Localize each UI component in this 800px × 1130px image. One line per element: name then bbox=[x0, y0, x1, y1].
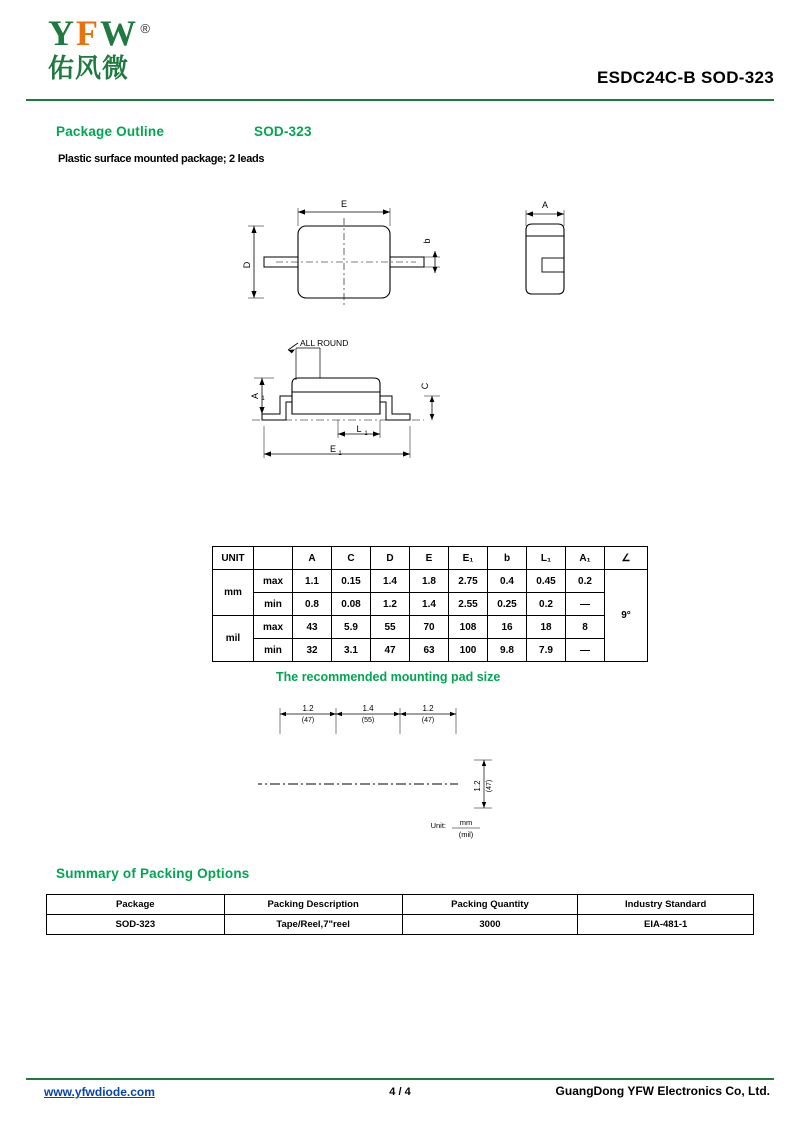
pad-size-caption: The recommended mounting pad size bbox=[276, 670, 501, 684]
svg-text:1.4: 1.4 bbox=[362, 704, 374, 713]
col-unit: UNIT bbox=[213, 547, 254, 570]
col-angle: ∠ bbox=[605, 547, 648, 570]
svg-text:(47): (47) bbox=[486, 779, 493, 793]
cell: 47 bbox=[371, 639, 410, 662]
package-description: Plastic surface mounted package; 2 leads bbox=[58, 153, 265, 165]
cell: EIA-481-1 bbox=[578, 915, 754, 935]
svg-text:A: A bbox=[541, 200, 549, 210]
row-sub-max: max bbox=[254, 570, 293, 593]
row-unit-mm: mm bbox=[213, 570, 254, 616]
logo-chinese-text: 佑风微 bbox=[48, 54, 130, 84]
cell: 18 bbox=[527, 616, 566, 639]
col-industry-standard: Industry Standard bbox=[578, 895, 754, 915]
svg-text:D: D bbox=[242, 261, 252, 269]
page-header bbox=[0, 0, 800, 100]
registered-trademark-icon: ® bbox=[140, 21, 152, 36]
col-d: D bbox=[371, 547, 410, 570]
svg-text:1.2: 1.2 bbox=[473, 780, 482, 792]
dimension-table bbox=[212, 546, 648, 662]
website-link[interactable]: www.yfwdiode.com bbox=[44, 1085, 155, 1099]
svg-text:1: 1 bbox=[338, 451, 342, 457]
table-row bbox=[213, 570, 648, 593]
cell: 70 bbox=[410, 616, 449, 639]
cell: 108 bbox=[449, 616, 488, 639]
cell: — bbox=[566, 593, 605, 616]
table-header-row bbox=[213, 547, 648, 570]
cell-angle: 9° bbox=[605, 570, 648, 662]
header-divider bbox=[26, 99, 774, 101]
svg-text:1.2: 1.2 bbox=[422, 704, 434, 713]
svg-text:(47): (47) bbox=[301, 717, 315, 724]
svg-text:(47): (47) bbox=[421, 717, 435, 724]
company-logo bbox=[48, 14, 228, 84]
svg-text:(mil): (mil) bbox=[458, 830, 474, 839]
table-row bbox=[47, 915, 754, 935]
table-header-row bbox=[47, 895, 754, 915]
table-row bbox=[213, 593, 648, 616]
col-packing-description: Packing Description bbox=[224, 895, 402, 915]
row-sub-min: min bbox=[254, 639, 293, 662]
cell: Tape/Reel,7"reel bbox=[224, 915, 402, 935]
svg-text:A: A bbox=[250, 392, 260, 400]
cell: 63 bbox=[410, 639, 449, 662]
all-round-note: ALL ROUND bbox=[300, 338, 349, 348]
col-a: A bbox=[293, 547, 332, 570]
col-b: b bbox=[488, 547, 527, 570]
svg-text:E: E bbox=[329, 444, 337, 454]
cell: 0.45 bbox=[527, 570, 566, 593]
page-title: ESDC24C-B SOD-323 bbox=[596, 68, 774, 87]
cell: 5.9 bbox=[332, 616, 371, 639]
cell: 55 bbox=[371, 616, 410, 639]
table-row bbox=[213, 639, 648, 662]
cell: 1.4 bbox=[410, 593, 449, 616]
cell: — bbox=[566, 639, 605, 662]
cell: 1.8 bbox=[410, 570, 449, 593]
cell: 8 bbox=[566, 616, 605, 639]
mounting-pad-drawing bbox=[258, 700, 548, 855]
cell: 0.08 bbox=[332, 593, 371, 616]
svg-text:L: L bbox=[356, 424, 362, 434]
cell: 2.55 bbox=[449, 593, 488, 616]
cell: 9.8 bbox=[488, 639, 527, 662]
packing-options-table bbox=[46, 894, 754, 935]
col-minmax bbox=[254, 547, 293, 570]
section-title-package-outline: Package Outline bbox=[56, 124, 165, 139]
package-front-view-drawing bbox=[234, 334, 514, 489]
cell: 32 bbox=[293, 639, 332, 662]
cell: 3.1 bbox=[332, 639, 371, 662]
svg-text:mm: mm bbox=[459, 818, 473, 827]
col-package: Package bbox=[47, 895, 225, 915]
svg-text:Unit:: Unit: bbox=[430, 821, 446, 830]
cell: 3000 bbox=[402, 915, 578, 935]
col-c: C bbox=[332, 547, 371, 570]
cell: 0.8 bbox=[293, 593, 332, 616]
cell: 16 bbox=[488, 616, 527, 639]
svg-text:(55): (55) bbox=[361, 717, 375, 724]
svg-text:E: E bbox=[340, 199, 348, 209]
cell: 0.2 bbox=[527, 593, 566, 616]
page-number: 4 / 4 bbox=[389, 1086, 411, 1098]
cell: 1.1 bbox=[293, 570, 332, 593]
col-packing-quantity: Packing Quantity bbox=[402, 895, 578, 915]
col-e: E bbox=[410, 547, 449, 570]
package-name-label: SOD-323 bbox=[254, 124, 312, 139]
row-sub-min: min bbox=[254, 593, 293, 616]
col-l1: L₁ bbox=[527, 547, 566, 570]
cell: 0.4 bbox=[488, 570, 527, 593]
logo-latin-text: YFW ® bbox=[48, 14, 138, 52]
footer-divider bbox=[26, 1078, 774, 1080]
row-sub-max: max bbox=[254, 616, 293, 639]
section-title-packing: Summary of Packing Options bbox=[56, 866, 250, 881]
svg-text:1.2: 1.2 bbox=[302, 704, 314, 713]
svg-text:b: b bbox=[422, 238, 432, 244]
cell: 0.25 bbox=[488, 593, 527, 616]
col-a1: A₁ bbox=[566, 547, 605, 570]
cell: 1.4 bbox=[371, 570, 410, 593]
company-name: GuangDong YFW Electronics Co, Ltd. bbox=[555, 1084, 770, 1098]
svg-text:C: C bbox=[420, 382, 430, 390]
cell: 0.2 bbox=[566, 570, 605, 593]
cell: 2.75 bbox=[449, 570, 488, 593]
svg-text:1: 1 bbox=[261, 396, 265, 402]
cell: 43 bbox=[293, 616, 332, 639]
cell: 100 bbox=[449, 639, 488, 662]
package-top-view-drawing bbox=[230, 196, 610, 331]
cell: 1.2 bbox=[371, 593, 410, 616]
cell: 7.9 bbox=[527, 639, 566, 662]
col-e1: E₁ bbox=[449, 547, 488, 570]
row-unit-mil: mil bbox=[213, 616, 254, 662]
cell: 0.15 bbox=[332, 570, 371, 593]
cell: SOD-323 bbox=[47, 915, 225, 935]
svg-text:1: 1 bbox=[364, 431, 368, 437]
table-row bbox=[213, 616, 648, 639]
